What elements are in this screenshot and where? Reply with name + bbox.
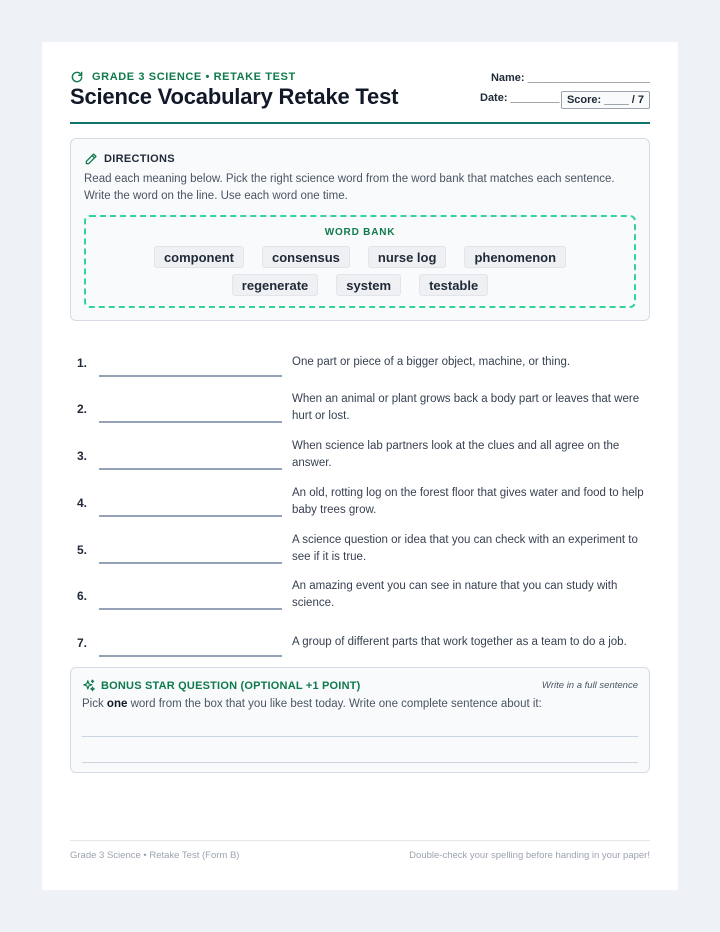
- word-chip: component: [154, 246, 244, 268]
- word-chip: phenomenon: [464, 246, 566, 268]
- question-number: 1.: [77, 356, 88, 370]
- question-definition: When science lab partners look at the clues and all agree on the answer.: [292, 440, 620, 469]
- bonus-prompt-end: word from the box that you like best today. Write one complete sentence about it:: [127, 698, 542, 710]
- word-bank-chips: [106, 246, 614, 296]
- worksheet-content: [70, 70, 650, 861]
- bonus-prompt: [82, 698, 542, 710]
- bonus-prompt-start: Pick: [82, 698, 107, 710]
- word-chip: regenerate: [232, 274, 318, 296]
- question-number: 6.: [77, 589, 88, 603]
- question-item: [70, 385, 650, 431]
- answer-line[interactable]: [99, 375, 282, 377]
- bonus-heading: [82, 679, 361, 693]
- page-title: Science Vocabulary Retake Test: [70, 84, 399, 109]
- bonus-heading-text: BONUS STAR QUESTION (OPTIONAL +1 POINT): [101, 680, 361, 692]
- question-definition: An amazing event you can see in nature that you can study with science.: [292, 580, 618, 609]
- question-item: [70, 432, 650, 478]
- question-number: 4.: [77, 496, 88, 510]
- date-field: Date: ________: [480, 92, 560, 104]
- answer-line[interactable]: [99, 468, 282, 470]
- kicker-text: GRADE 3 SCIENCE • RETAKE TEST: [92, 71, 296, 83]
- question-item: [70, 619, 650, 665]
- bonus-panel: [70, 667, 650, 773]
- name-field: Name: ____________________: [490, 72, 650, 84]
- bonus-answer-line[interactable]: [82, 762, 638, 763]
- refresh-icon: [70, 70, 84, 84]
- answer-line[interactable]: [99, 421, 282, 423]
- question-number: 3.: [77, 449, 88, 463]
- word-chip: system: [336, 274, 401, 296]
- footer-right: Double-check your spelling before handing in your paper!: [409, 850, 650, 861]
- question-definition: One part or piece of a bigger object, machine, or thing.: [292, 356, 571, 368]
- question-definition: When an animal or plant grows back a body part or leaves that were hurt or lost.: [292, 393, 640, 422]
- worksheet-page: [42, 42, 678, 890]
- word-bank-title: WORD BANK: [324, 227, 396, 238]
- answer-line[interactable]: [99, 655, 282, 657]
- word-chip: testable: [419, 274, 488, 296]
- word-bank: [84, 215, 636, 308]
- question-number: 7.: [77, 636, 88, 650]
- sparkles-icon: [82, 679, 96, 693]
- question-definition: A science question or idea that you can check with an experiment to see if it is true.: [292, 534, 638, 563]
- directions-panel: [70, 138, 650, 321]
- answer-line[interactable]: [99, 608, 282, 610]
- header-kicker: [70, 70, 296, 84]
- score-box: Score: ____ / 7: [561, 91, 650, 109]
- answer-line[interactable]: [99, 562, 282, 564]
- directions-heading-text: DIRECTIONS: [104, 153, 175, 165]
- question-definition: An old, rotting log on the forest floor that gives water and food to help baby trees grow.: [292, 487, 644, 516]
- question-item: [70, 479, 650, 525]
- question-item: [70, 573, 650, 619]
- bonus-answer-line[interactable]: [82, 736, 638, 737]
- question-number: 5.: [77, 543, 88, 557]
- bonus-note: Write in a full sentence: [541, 680, 638, 691]
- worksheet-header: [70, 70, 650, 124]
- directions-text: Read each meaning below. Pick the right science word from the word bank that matches each sentence. Write the word on the line. Use each word one time.: [84, 173, 615, 202]
- question-definition: A group of different parts that work together as a team to do a job.: [292, 636, 627, 648]
- footer-left: Grade 3 Science • Retake Test (Form B): [70, 850, 240, 861]
- page-footer: [70, 840, 650, 864]
- answer-line[interactable]: [99, 515, 282, 517]
- bonus-prompt-emphasis: one: [106, 698, 128, 710]
- directions-heading: [84, 152, 175, 166]
- word-chip: consensus: [262, 246, 350, 268]
- question-number: 2.: [77, 402, 88, 416]
- question-item: [70, 526, 650, 572]
- word-chip: nurse log: [368, 246, 447, 268]
- pencil-icon: [84, 152, 98, 166]
